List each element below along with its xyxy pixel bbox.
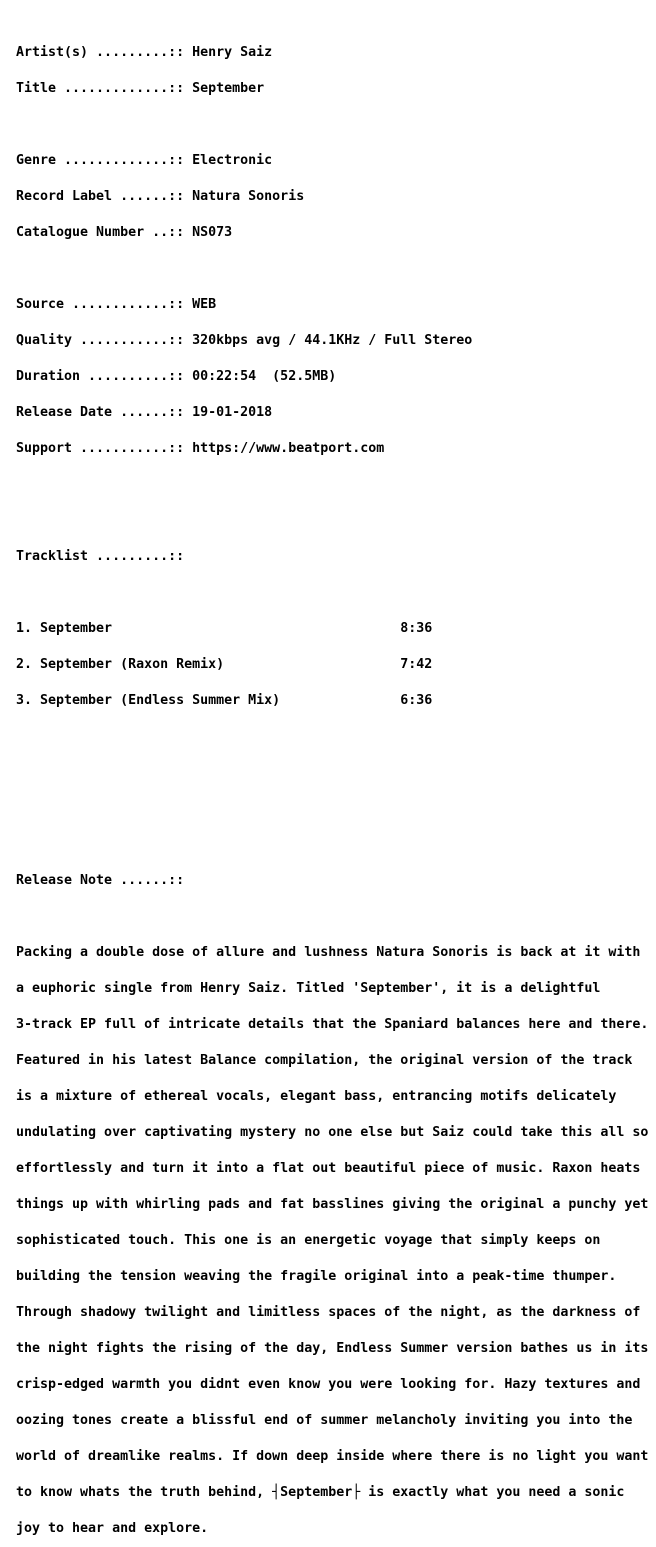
- genre-label: Genre .............::: [16, 153, 193, 168]
- tracklist-heading: Tracklist .........::: [16, 549, 185, 564]
- note-line: undulating over captivating mystery no one else but Saiz could take this all so: [16, 1125, 649, 1140]
- track-row: 1. September 8:36: [16, 621, 433, 636]
- catalogue-label: Catalogue Number ..::: [16, 225, 193, 240]
- note-line: to know whats the truth behind, ┤September├ is exactly what you need a sonic: [16, 1485, 625, 1500]
- note-line: world of dreamlike realms. If down deep inside where there is no light you want: [16, 1449, 649, 1464]
- spacer: [16, 839, 648, 851]
- release-note-heading: Release Note ......::: [16, 873, 185, 888]
- support-row: [16, 443, 648, 455]
- release-date-label: Release Date ......::: [16, 405, 193, 420]
- genre-value: Electronic: [192, 153, 273, 168]
- nfo-document: [16, 23, 648, 1547]
- note-line: Through shadowy twilight and limitless spaces of the night, as the darkness of: [16, 1305, 641, 1320]
- source-row: [16, 299, 648, 311]
- track-row: 3. September (Endless Summer Mix) 6:36: [16, 693, 433, 708]
- spacer: [16, 731, 648, 743]
- source-value: WEB: [192, 297, 217, 312]
- title-row: [16, 83, 648, 95]
- note-line: Featured in his latest Balance compilation, the original version of the track: [16, 1053, 633, 1068]
- spacer: [16, 263, 648, 275]
- duration-label: Duration ..........::: [16, 369, 193, 384]
- duration-value: 00:22:54 (52.5MB): [192, 369, 337, 384]
- note-line: sophisticated touch. This one is an energetic voyage that simply keeps on: [16, 1233, 601, 1248]
- note-line: is a mixture of ethereal vocals, elegant bass, entrancing motifs delicately: [16, 1089, 617, 1104]
- spacer: [16, 587, 648, 599]
- note-line: joy to hear and explore.: [16, 1521, 209, 1536]
- track-row: 2. September (Raxon Remix) 7:42: [16, 657, 433, 672]
- spacer: [16, 803, 648, 815]
- spacer: [16, 515, 648, 527]
- record-label-label: Record Label ......::: [16, 189, 193, 204]
- quality-label: Quality ...........::: [16, 333, 193, 348]
- artist-label: Artist(s) .........::: [16, 45, 193, 60]
- support-link[interactable]: https://www.beatport.com: [192, 441, 385, 456]
- record-label-value: Natura Sonoris: [192, 189, 305, 204]
- note-line: crisp-edged warmth you didnt even know you were looking for. Hazy textures and: [16, 1377, 641, 1392]
- record-label-row: [16, 191, 648, 203]
- spacer: [16, 911, 648, 923]
- spacer: [16, 119, 648, 131]
- title-value: September: [192, 81, 265, 96]
- duration-row: [16, 371, 648, 383]
- catalogue-row: [16, 227, 648, 239]
- source-label: Source ............::: [16, 297, 193, 312]
- quality-row: [16, 335, 648, 347]
- note-line: building the tension weaving the fragile original into a peak-time thumper.: [16, 1269, 617, 1284]
- artist-row: [16, 47, 648, 59]
- spacer: [16, 767, 648, 779]
- catalogue-value: NS073: [192, 225, 233, 240]
- genre-row: [16, 155, 648, 167]
- title-label: Title .............::: [16, 81, 193, 96]
- note-line: 3-track EP full of intricate details that the Spaniard balances here and there.: [16, 1017, 649, 1032]
- support-label: Support ...........::: [16, 441, 193, 456]
- note-line: things up with whirling pads and fat basslines giving the original a punchy yet: [16, 1197, 649, 1212]
- release-date-row: [16, 407, 648, 419]
- note-line: a euphoric single from Henry Saiz. Titled 'September', it is a delightful: [16, 981, 601, 996]
- release-date-value: 19-01-2018: [192, 405, 273, 420]
- note-line: Packing a double dose of allure and lushness Natura Sonoris is back at it with: [16, 945, 641, 960]
- note-line: effortlessly and turn it into a flat out beautiful piece of music. Raxon heats: [16, 1161, 641, 1176]
- spacer: [16, 479, 648, 491]
- quality-value: 320kbps avg / 44.1KHz / Full Stereo: [192, 333, 473, 348]
- note-line: the night fights the rising of the day, Endless Summer version bathes us in its: [16, 1341, 649, 1356]
- artist-value: Henry Saiz: [192, 45, 273, 60]
- note-line: oozing tones create a blissful end of summer melancholy inviting you into the: [16, 1413, 633, 1428]
